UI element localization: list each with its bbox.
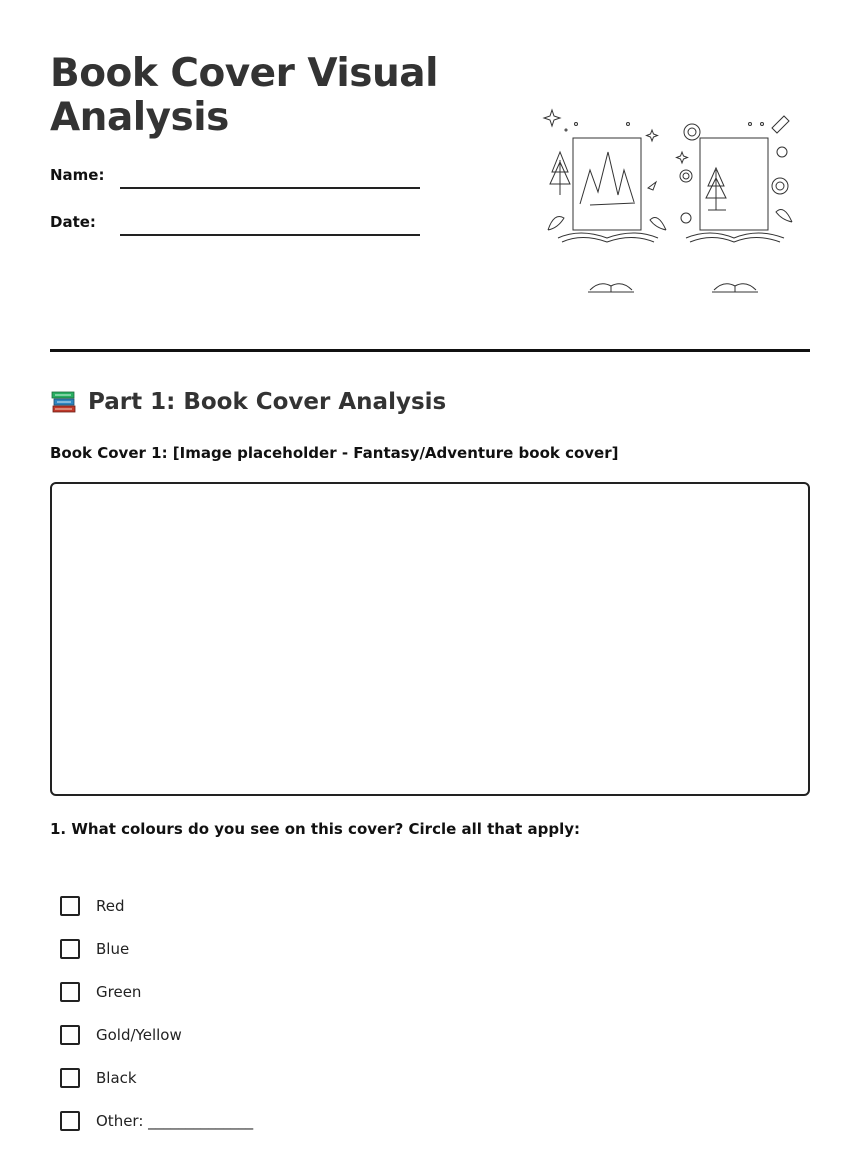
checkbox[interactable] [60, 896, 80, 916]
page-title: Book Cover Visual Analysis [50, 51, 438, 140]
right-book-drawing [677, 116, 793, 242]
section-heading-text: Part 1: Book Cover Analysis [88, 389, 447, 415]
option-label: Red [96, 896, 125, 915]
cover-label: Book Cover 1: [Image placeholder - Fantasy/Adventure book cover] [50, 444, 619, 462]
colour-options [60, 884, 460, 1142]
option-label: Other: ______________ [96, 1111, 254, 1130]
option-gold-yellow[interactable] [60, 1013, 460, 1056]
option-red[interactable] [60, 884, 460, 927]
checkbox[interactable] [60, 1111, 80, 1131]
option-other[interactable] [60, 1099, 460, 1142]
name-field[interactable] [120, 187, 420, 189]
cover-image-placeholder [50, 482, 810, 796]
header-divider [50, 349, 810, 352]
option-label: Gold/Yellow [96, 1025, 182, 1044]
books-icon [50, 388, 78, 416]
left-book-drawing [544, 110, 666, 242]
name-label: Name: [50, 166, 105, 184]
option-label: Green [96, 982, 142, 1001]
books-illustration [540, 100, 805, 300]
checkbox[interactable] [60, 939, 80, 959]
section-heading [50, 388, 446, 416]
date-label: Date: [50, 213, 96, 231]
option-label: Black [96, 1068, 137, 1087]
option-blue[interactable] [60, 927, 460, 970]
date-field[interactable] [120, 234, 420, 236]
question-colours: 1. What colours do you see on this cover? Circle all that apply: [50, 820, 581, 838]
option-green[interactable] [60, 970, 460, 1013]
option-black[interactable] [60, 1056, 460, 1099]
checkbox[interactable] [60, 1068, 80, 1088]
checkbox[interactable] [60, 982, 80, 1002]
checkbox[interactable] [60, 1025, 80, 1045]
small-open-books [588, 284, 758, 292]
option-label: Blue [96, 939, 130, 958]
